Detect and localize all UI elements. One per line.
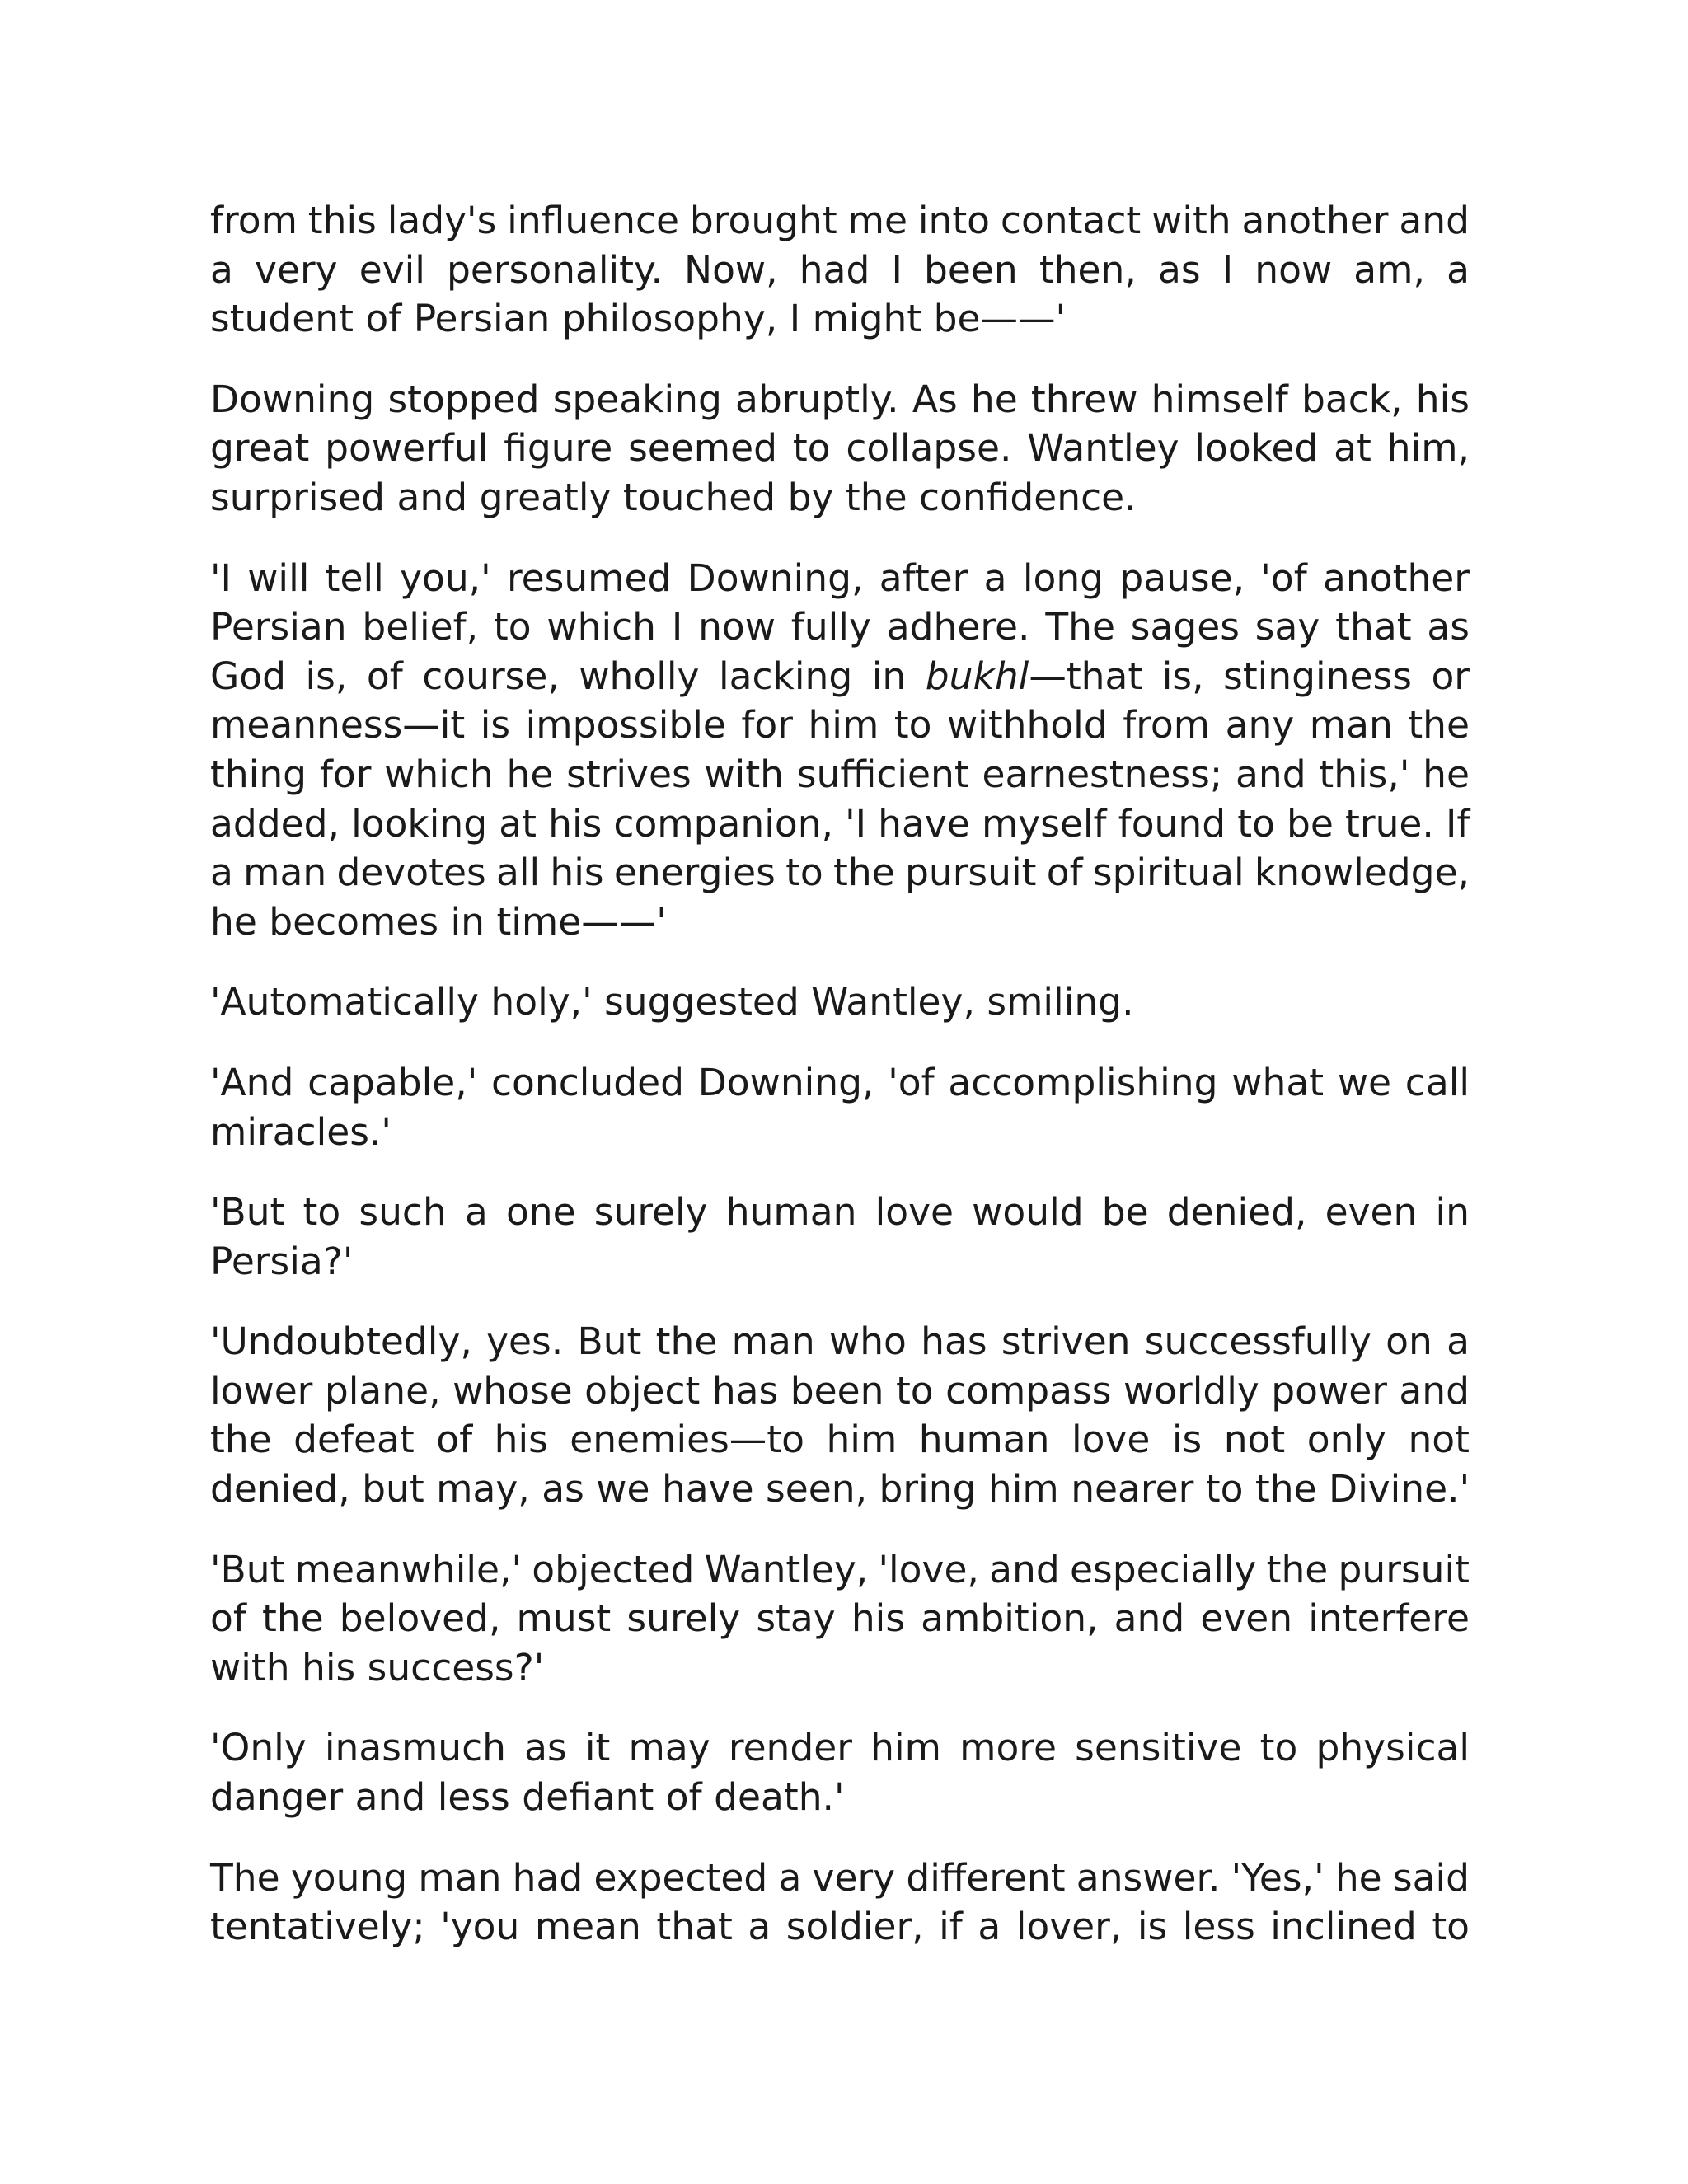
text-line: he becomes in time——' xyxy=(210,899,667,944)
paragraph xyxy=(210,1188,1470,1286)
paragraph xyxy=(210,196,1470,344)
text-line: surprised and greatly touched by the confidence. xyxy=(210,475,1137,519)
text-line: 'Undoubtedly, yes. But the man who has striven successfully on a xyxy=(210,1319,1470,1364)
paragraph xyxy=(210,554,1470,947)
text-line: 'But meanwhile,' objected Wantley, 'love, and especially the pursuit xyxy=(210,1547,1470,1591)
text-line: tentatively; 'you mean that a soldier, if a lover, is less inclined to xyxy=(210,1905,1470,1949)
text-line: meanness—it is impossible for him to withhold from any man the xyxy=(210,703,1470,748)
text-line: of the beloved, must surely stay his ambition, and even interfere xyxy=(210,1596,1470,1641)
text-line: student of Persian philosophy, I might be——' xyxy=(210,297,1066,341)
text-line: added, looking at his companion, 'I have myself found to be true. If xyxy=(210,801,1470,846)
text-line: Persia?' xyxy=(210,1239,354,1283)
text-line: The young man had expected a very different answer. 'Yes,' he said xyxy=(210,1855,1470,1900)
text-line: Downing stopped speaking abruptly. As he threw himself back, his xyxy=(210,377,1470,421)
italic-term: bukhl xyxy=(925,654,1029,698)
text-line: 'Automatically holy,' suggested Wantley, smiling. xyxy=(210,980,1134,1024)
text-line: a very evil personality. Now, had I been then, as I now am, a xyxy=(210,247,1470,292)
text-line: 'But to such a one surely human love would be denied, even in xyxy=(210,1190,1470,1235)
text-line: a man devotes all his energies to the pursuit of spiritual knowledge, xyxy=(210,851,1470,895)
text-line: from this lady's influence brought me into contact with another and xyxy=(210,199,1470,242)
paragraph xyxy=(210,1545,1470,1693)
text-line: danger and less defiant of death.' xyxy=(210,1775,845,1820)
text-line: Persian belief, to which I now fully adhere. The sages say that as xyxy=(210,605,1470,649)
text-line: denied, but may, as we have seen, bring him nearer to the Divine.' xyxy=(210,1467,1470,1511)
paragraph xyxy=(210,1854,1470,1952)
text-line: with his success?' xyxy=(210,1645,545,1690)
text-run: —that is, stinginess or xyxy=(1029,654,1470,698)
paragraph xyxy=(210,1058,1470,1156)
text-line: the defeat of his enemies—to him human love is not only not xyxy=(210,1418,1470,1462)
text-line: 'And capable,' concluded Downing, 'of accomplishing what we call xyxy=(210,1060,1470,1104)
paragraph xyxy=(210,1723,1470,1821)
paragraph xyxy=(210,977,1470,1027)
text-line: 'Only inasmuch as it may render him more sensitive to physical xyxy=(210,1726,1470,1770)
text-line: great powerful figure seemed to collapse. Wantley looked at him, xyxy=(210,426,1470,471)
text-run: God is, of course, wholly lacking in xyxy=(210,654,926,698)
text-line: lower plane, whose object has been to compass worldly power and xyxy=(210,1368,1470,1413)
text-line: miracles.' xyxy=(210,1109,392,1154)
paragraph xyxy=(210,1317,1470,1513)
text-line xyxy=(210,652,1470,701)
text-line: thing for which he strives with sufficient earnestness; and this,' he xyxy=(210,752,1470,796)
text-line: 'I will tell you,' resumed Downing, after a long pause, 'of another xyxy=(210,555,1470,600)
body-text xyxy=(210,196,1470,1952)
paragraph xyxy=(210,375,1470,523)
